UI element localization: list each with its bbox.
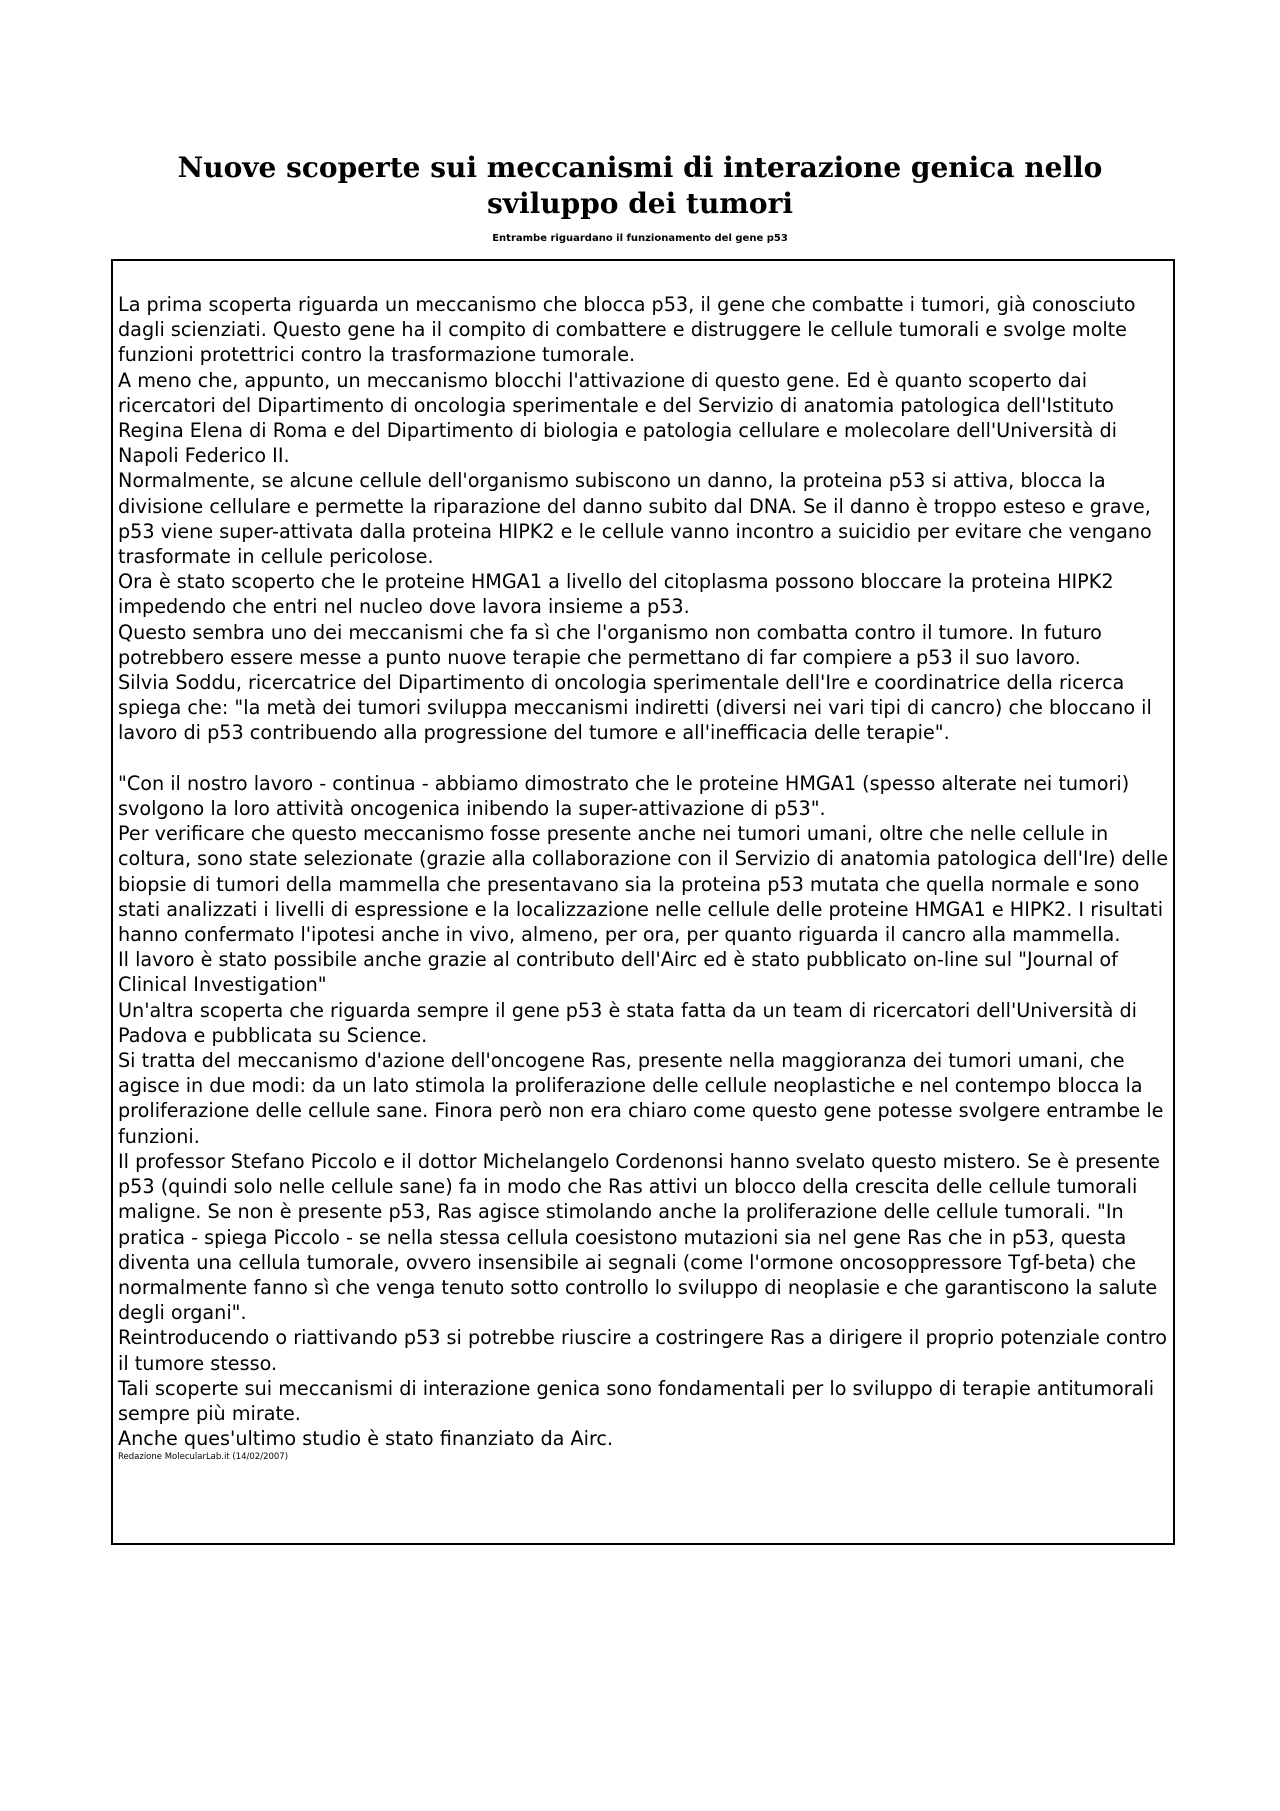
- paragraph: Tali scoperte sui meccanismi di interazione genica sono fondamentali per lo sviluppo di terapie antitumorali sempre più mirate.: [118, 1376, 1155, 1425]
- paragraph: Il lavoro è stato possibile anche grazie al contributo dell'Airc ed è stato pubblicato on-line sul "Journal of Clinical Investigation": [118, 948, 1118, 997]
- paragraph: Ora è stato scoperto che le proteine HMGA1 a livello del citoplasma possono bloccare la proteina HIPK2 impedendo che entri nel nucleo dove lavora insieme a p53.: [118, 570, 1114, 619]
- article-body: [118, 292, 1171, 1451]
- paragraph: Si tratta del meccanismo d'azione dell'oncogene Ras, presente nella maggioranza dei tumori umani, che agisce in due modi: da un lato stimola la proliferazione delle cellule neoplastiche e nel contempo blocca la proliferazione delle cellule sane. Finora però non era chiaro come questo gene potesse svolgere entrambe le funzioni.: [118, 1049, 1164, 1148]
- paragraph: Il professor Stefano Piccolo e il dottor Michelangelo Cordenonsi hanno svelato questo mistero. Se è presente p53 (quindi solo nelle cellule sane) fa in modo che Ras attivi un blocco della crescita delle cellule tumorali maligne. Se non è presente p53, Ras agisce stimolando anche la proliferazione delle cellule tumorali. "In pratica - spiega Piccolo - se nella stessa cellula coesistono mutazioni sia nel gene Ras che in p53, questa diventa una cellula tumorale, ovvero insensibile ai segnali (come l'ormone oncosoppressore Tgf-beta) che normalmente fanno sì che venga tenuto sotto controllo lo sviluppo di neoplasie e che garantiscono la salute degli organi".: [118, 1149, 1160, 1325]
- paragraph: Un'altra scoperta che riguarda sempre il gene p53 è stata fatta da un team di ricercatori dell'Università di Padova e pubblicata su Science.: [118, 998, 1138, 1047]
- paragraph: Anche ques'ultimo studio è stato finanziato da Airc.: [118, 1427, 614, 1451]
- paragraph: Per verificare che questo meccanismo fosse presente anche nei tumori umani, oltre che nelle cellule in coltura, sono state selezionate (grazie alla collaborazione con il Servizio di anatomia patologica dell'Ire) delle biopsie di tumori della mammella che presentavano sia la proteina p53 mutata che quella normale e sono stati analizzati i livelli di espressione e la localizzazione nelle cellule delle proteine HMGA1 e HIPK2. I risultati hanno confermato l'ipotesi anche in vivo, almeno, per ora, per quanto riguarda il cancro alla mammella.: [118, 822, 1168, 947]
- paragraph: Questo sembra uno dei meccanismi che fa sì che l'organismo non combatta contro il tumore. In futuro potrebbero essere messe a punto nuove terapie che permettano di far compiere a p53 il suo lavoro.: [118, 620, 1102, 669]
- paragraph: "Con il nostro lavoro - continua - abbiamo dimostrato che le proteine HMGA1 (spesso alterate nei tumori) svolgono la loro attività oncogenica inibendo la super-attivazione di p53".: [118, 771, 1130, 821]
- article-title: Nuove scoperte sui meccanismi di interazione genica nello sviluppo dei tumori: [177, 151, 1103, 220]
- article-credit: Redazione MolecularLab.it (14/02/2007): [118, 1452, 289, 1463]
- article-subtitle: Entrambe riguardano il funzionamento del gene p53: [492, 233, 788, 244]
- paragraph: La prima scoperta riguarda un meccanismo che blocca p53, il gene che combatte i tumori, già conosciuto dagli scienziati. Questo gene ha il compito di combattere e distruggere le cellule tumorali e svolge molte funzioni protettrici contro la trasformazione tumorale.: [118, 293, 1136, 367]
- paragraph: Normalmente, se alcune cellule dell'organismo subiscono un danno, la proteina p53 si attiva, blocca la divisione cellulare e permette la riparazione del danno subito dal DNA. Se il danno è troppo esteso e grave, p53 viene super-attivata dalla proteina HIPK2 e le cellule vanno incontro a suicidio per evitare che vengano trasformate in cellule pericolose.: [118, 469, 1152, 569]
- paragraph: A meno che, appunto, un meccanismo blocchi l'attivazione di questo gene. Ed è quanto scoperto dai ricercatori del Dipartimento di oncologia sperimentale e del Servizio di anatomia patologica dell'Istituto Regina Elena di Roma e del Dipartimento di biologia e patologia cellulare e molecolare dell'Università di Napoli Federico II.: [118, 368, 1117, 468]
- article-box: [111, 259, 1175, 1545]
- paragraph: Silvia Soddu, ricercatrice del Dipartimento di oncologia sperimentale dell'Ire e coordinatrice della ricerca spiega che: "la metà dei tumori sviluppa meccanismi indiretti (diversi nei vari tipi di cancro) che bloccano il lavoro di p53 contribuendo alla progressione del tumore e all'inefficacia delle terapie".: [118, 671, 1152, 745]
- paragraph: Reintroducendo o riattivando p53 si potrebbe riuscire a costringere Ras a dirigere il proprio potenziale contro il tumore stesso.: [118, 1326, 1168, 1375]
